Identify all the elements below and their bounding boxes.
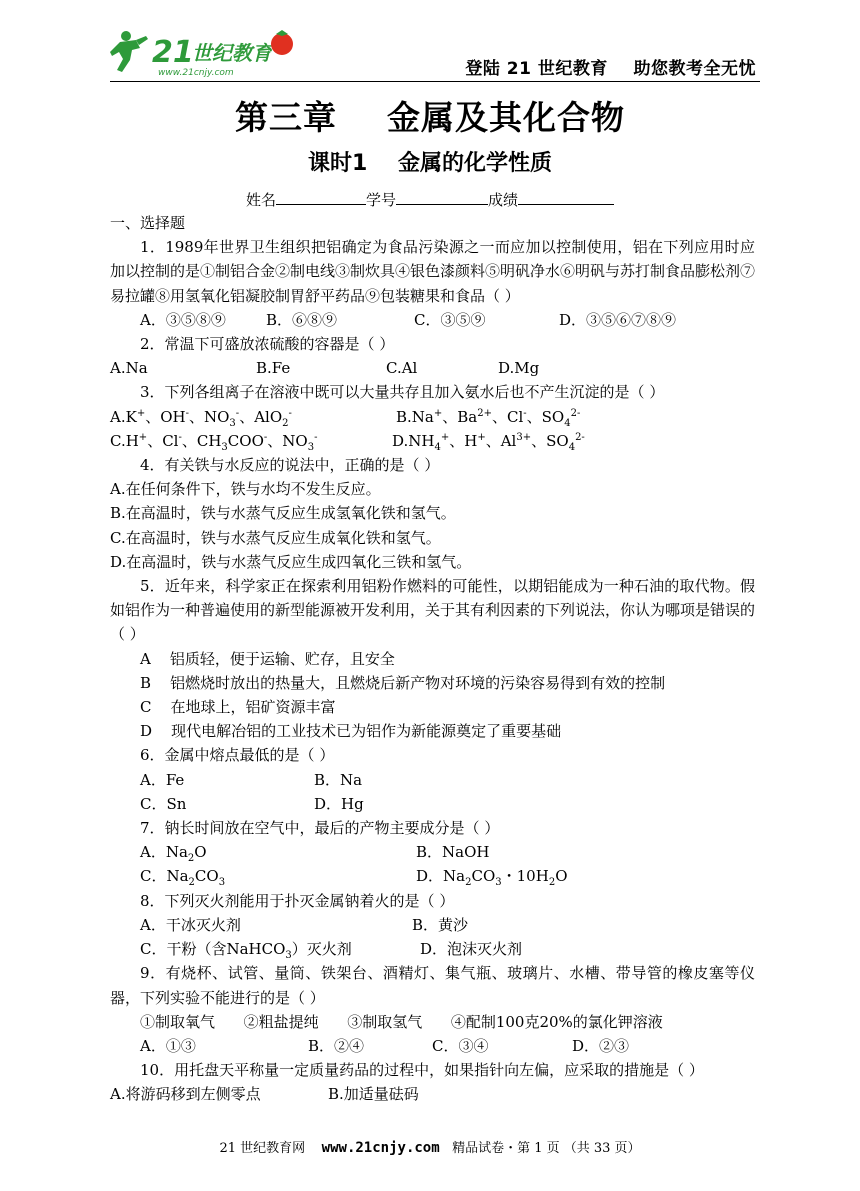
option: A.Na xyxy=(110,359,148,378)
question-4: 4．有关铁与水反应的说法中，正确的是（ ） xyxy=(140,456,440,475)
svg-text:21: 21 xyxy=(152,35,194,70)
option: C．$Na_2CO_3$ xyxy=(140,867,226,889)
option: D．Hg xyxy=(314,794,364,813)
score-label: 成绩 xyxy=(488,191,519,209)
score-blank xyxy=(518,190,614,205)
options-8-ab xyxy=(110,913,755,937)
page-footer xyxy=(0,1137,860,1156)
option: A．③⑤⑧⑨ xyxy=(140,310,226,329)
option: B．NaOH xyxy=(416,843,490,862)
question-3: 3．下列各组离子在溶液中既可以大量共存且加入氨水后也不产生沉淀的是（ ） xyxy=(140,383,665,402)
question-10: 10．用托盘天平称量一定质量药品的过程中，如果指针向左偏，应采取的措施是（ ） xyxy=(140,1061,704,1080)
question-6: 6．金属中熔点最低的是（ ） xyxy=(140,746,335,765)
option: B．②④ xyxy=(308,1036,365,1055)
option: D．②③ xyxy=(572,1036,630,1055)
question-8: 8．下列灭火剂能用于扑灭金属钠着火的是（ ） xyxy=(140,891,455,910)
question-5: 5．近年来，科学家正在探索利用铝粉作燃料的可能性，以期铝能成为一种石油的取代物。假如铝作为一种普遍使用的新型能源被开发利用，关于其有利因素的下列说法，你认为哪项是错误的（ ） xyxy=(110,577,756,644)
svg-text:www.21cnjy.com: www.21cnjy.com xyxy=(158,68,234,78)
footer-left: 21 世纪教育网 xyxy=(219,1141,306,1156)
question-1: 1．1989年世界卫生组织把铝确定为食品污染源之一而应加以控制使用，铝在下列应用时应加以控制的是①制铝合金②制电线③制炊具④银色漆颜料⑤明矾净水⑥明矾与苏打制食品膨松剂⑦易拉罐⑧用氢氧化铝凝胶制胃舒平药品⑨包装糖果和食品（ ） xyxy=(110,238,756,305)
option: A.将游码移到左侧零点 xyxy=(110,1085,261,1104)
option: B．Na xyxy=(314,770,363,789)
option: C．Sn xyxy=(140,794,187,813)
svg-text:世纪教育: 世纪教育 xyxy=(192,41,272,65)
option: C．干粉（含NaHCO$_3$）灭火剂 xyxy=(140,940,352,962)
options-3-ab xyxy=(110,405,755,429)
option-4c: C.在高温时，铁与水蒸气反应生成氧化铁和氢气。 xyxy=(110,528,441,547)
option: A．①③ xyxy=(140,1036,196,1055)
option: B.Na+、$Ba^{2+}$、Cl-、$SO_4^{2-}$ xyxy=(396,407,581,429)
option: C.Al xyxy=(386,359,418,378)
options-2 xyxy=(110,356,755,380)
options-7-cd xyxy=(110,864,755,888)
footer-site-link[interactable]: www.21cnjy.com xyxy=(321,1140,440,1156)
question-list xyxy=(110,211,755,1107)
option: D．$Na_2CO_3$・$10H_2O$ xyxy=(416,867,568,889)
section-heading: 一、选择题 xyxy=(110,214,186,232)
options-1 xyxy=(110,308,755,332)
option: $D.NH_4^+$、H+、$Al^{3+}$、$SO_4^{2-}$ xyxy=(392,431,585,453)
option: B.加适量砝码 xyxy=(328,1085,419,1104)
option: B．⑥⑧⑨ xyxy=(266,310,338,329)
options-8-cd xyxy=(110,937,755,961)
option: C．③⑤⑨ xyxy=(414,310,486,329)
lesson-title: 课时1 金属的化学性质 xyxy=(308,151,552,176)
option-5d: D 现代电解冶铝的工业技术已为铝作为新能源奠定了重要基础 xyxy=(140,722,562,741)
options-9 xyxy=(110,1034,755,1058)
name-label: 姓名 xyxy=(245,191,276,209)
number-label: 学号 xyxy=(365,191,396,209)
options-6-cd xyxy=(110,792,755,816)
option-5b: B 铝燃烧时放出的热量大，且燃烧后新产物对环境的污染容易得到有效的控制 xyxy=(140,673,666,692)
options-6-ab xyxy=(110,768,755,792)
option: A．$Na_2O$ xyxy=(140,843,207,865)
page-header xyxy=(110,22,758,82)
number-blank xyxy=(396,190,488,205)
name-blank xyxy=(276,190,366,205)
option-4d: D.在高温时，铁与水蒸气反应生成四氧化三铁和氢气。 xyxy=(110,552,472,571)
question-7: 7．钠长时间放在空气中，最后的产物主要成分是（ ） xyxy=(140,819,500,838)
option: A．Fe xyxy=(140,770,185,789)
option: B.Fe xyxy=(256,359,291,378)
option-5a: A 铝质轻，便于运输、贮存，且安全 xyxy=(140,649,395,668)
option: A.K+、OH-、$NO_3^-$、AlO$_2$- xyxy=(110,407,292,429)
option: D．③⑤⑥⑦⑧⑨ xyxy=(559,310,677,329)
option-5c: C 在地球上，铝矿资源丰富 xyxy=(140,698,336,717)
option: C．③④ xyxy=(432,1036,489,1055)
items-9: ①制取氧气 ②粗盐提纯 ③制取氢气 ④配制100克20%的氯化钾溶液 xyxy=(140,1012,663,1031)
footer-page-info: 精品试卷・第 1 页 （共 33 页） xyxy=(452,1141,641,1156)
header-divider xyxy=(110,81,760,82)
option-4a: A.在任何条件下，铁与水均不发生反应。 xyxy=(110,480,381,499)
question-2: 2．常温下可盛放浓硫酸的容器是（ ） xyxy=(140,335,395,354)
option-4b: B.在高温时，铁与水蒸气反应生成氢氧化铁和氢气。 xyxy=(110,504,456,523)
options-10 xyxy=(110,1082,755,1106)
option: A．干冰灭火剂 xyxy=(140,915,241,934)
student-info xyxy=(0,189,860,210)
options-3-cd xyxy=(110,429,755,453)
header-slogan: 登陆 21 世纪教育 助您教考全无忧 xyxy=(465,59,756,79)
21cnjy-logo xyxy=(110,26,310,78)
option: D.Mg xyxy=(498,359,540,378)
options-7-ab xyxy=(110,840,755,864)
chapter-title: 第三章 金属及其化合物 xyxy=(235,98,625,137)
option: D．泡沫灭火剂 xyxy=(420,940,523,959)
option: C.H+、Cl-、$CH_3COO^-$、$NO_3^-$ xyxy=(110,431,318,453)
option: B．黄沙 xyxy=(412,915,469,934)
question-9: 9．有烧杯、试管、量筒、铁架台、酒精灯、集气瓶、玻璃片、水槽、带导管的橡皮塞等仪器，下列实验不能进行的是（ ） xyxy=(110,964,755,1007)
